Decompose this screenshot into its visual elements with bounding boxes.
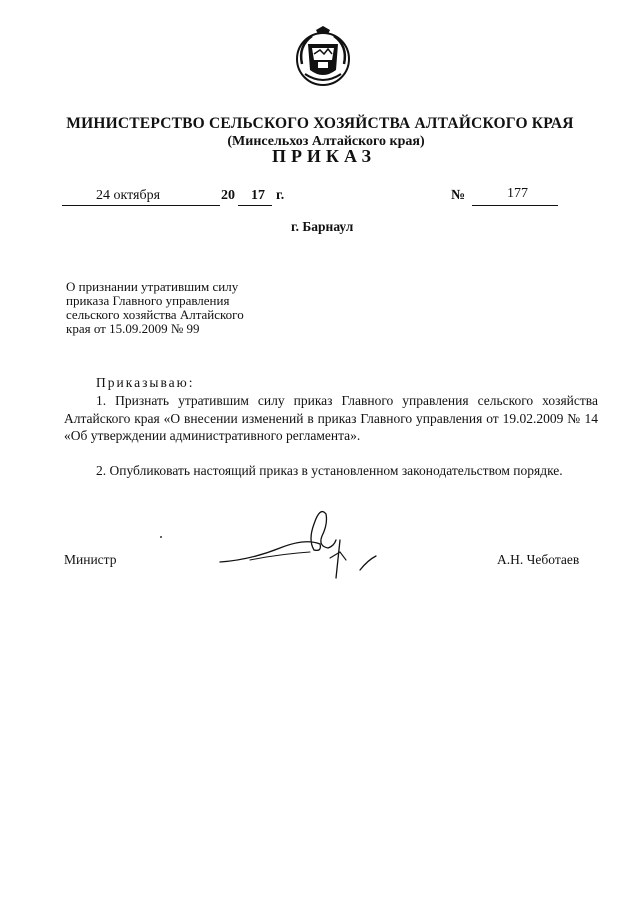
- subject-line: приказа Главного управления: [66, 293, 230, 308]
- number-underline: [472, 205, 558, 206]
- signatory-name: А.Н. Чеботаев: [497, 552, 580, 567]
- ministry-short-name: (Минсельхоз Алтайского края): [227, 134, 425, 149]
- order-year-prefix: 20: [221, 188, 235, 203]
- signatory-position: Министр: [64, 552, 117, 567]
- order-date: 24 октября: [96, 188, 161, 203]
- subject-line: края от 15.09.2009 № 99: [66, 321, 200, 336]
- order-number: 177: [507, 186, 528, 201]
- order-title: ПРИКАЗ: [271, 146, 377, 166]
- coat-of-arms-icon: [290, 24, 356, 90]
- order-city: г. Барнаул: [291, 219, 354, 234]
- year-underline: [238, 205, 272, 206]
- date-underline: [62, 205, 220, 206]
- ministry-name: МИНИСТЕРСТВО СЕЛЬСКОГО ХОЗЯЙСТВА АЛТАЙСКОГО КРАЯ: [66, 115, 574, 132]
- order-year-suffix: 17: [251, 188, 265, 203]
- subject-line: сельского хозяйства Алтайского: [66, 307, 244, 322]
- order-heading: Приказываю:: [96, 375, 195, 390]
- order-subject: [66, 280, 306, 336]
- subject-line: О признании утратившим силу: [66, 279, 239, 294]
- handwritten-signature: [210, 500, 380, 585]
- order-item-2: 2. Опубликовать настоящий приказ в установленном законодательством порядке.: [96, 463, 563, 478]
- order-item-1: 1. Признать утратившим силу приказ Главного управления сельского хозяйства Алтайского края «О внесении изменений в приказ Главного управления от 19.02.2009 № 14 «Об утверждении административного регламента».: [64, 393, 598, 443]
- order-number-label: №: [451, 188, 466, 203]
- ink-dot: [160, 536, 162, 538]
- order-year-unit: г.: [276, 188, 285, 203]
